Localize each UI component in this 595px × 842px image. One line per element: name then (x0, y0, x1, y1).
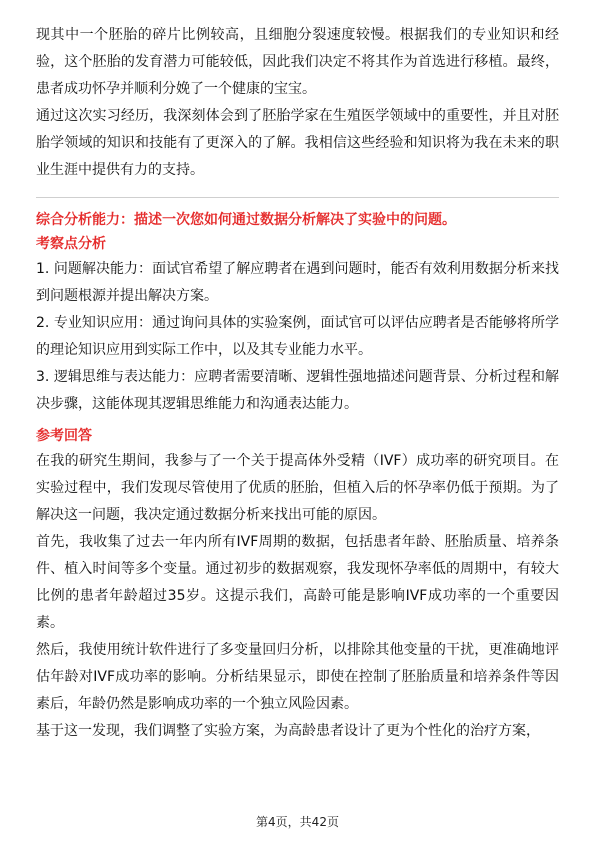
question-title: 综合分析能力：描述一次您如何通过数据分析解决了实验中的问题。 (36, 212, 456, 228)
answer-paragraph: 首先，我收集了过去一年内所有IVF周期的数据，包括患者年龄、胚胎质量、培养条件、植入时间等多个变量。通过初步的数据观察，我发现怀孕率低的周期中，有较大比例的患者年龄超过35岁。这提示我们，高龄可能是影响IVF成功率的一个重要因素。 (36, 534, 559, 631)
answer-paragraph: 然后，我使用统计软件进行了多变量回归分析，以排除其他变量的干扰，更准确地评估年龄对IVF成功率的影响。分析结果显示，即使在控制了胚胎质量和培养条件等因素后，年龄仍然是影响成功率的一个独立风险因素。 (36, 642, 559, 712)
analysis-item: 2. 专业知识应用：通过询问具体的实验案例，面试官可以评估应聘者是否能够将所学的理论知识应用到实际工作中，以及其专业能力水平。 (36, 315, 559, 358)
analysis-heading: 考察点分析 (36, 236, 106, 252)
analysis-item: 1. 问题解决能力：面试官希望了解应聘者在遇到问题时，能否有效利用数据分析来找到问题根源并提出解决方案。 (36, 261, 559, 304)
page-content (36, 22, 559, 745)
answer-paragraph: 基于这一发现，我们调整了实验方案，为高龄患者设计了更为个性化的治疗方案， (36, 723, 540, 739)
intro-paragraph: 通过这次实习经历，我深刻体会到了胚胎学家在生殖医学领域中的重要性，并且对胚胎学领域的知识和技能有了更深入的了解。我相信这些经验和知识将为我在未来的职业生涯中提供有力的支持。 (36, 108, 559, 178)
section-divider (36, 197, 559, 198)
page-number: 第4页，共42页 (256, 815, 339, 829)
analysis-item: 3. 逻辑思维与表达能力：应聘者需要清晰、逻辑性强地描述问题背景、分析过程和解决步骤，这能体现其逻辑思维能力和沟通表达能力。 (36, 369, 559, 412)
intro-paragraph: 现其中一个胚胎的碎片比例较高，且细胞分裂速度较慢。根据我们的专业知识和经验，这个胚胎的发育潜力可能较低，因此我们决定不将其作为首选进行移植。最终，患者成功怀孕并顺利分娩了一个健康的宝宝。 (36, 27, 559, 97)
answer-paragraph: 在我的研究生期间，我参与了一个关于提高体外受精（IVF）成功率的研究项目。在实验过程中，我们发现尽管使用了优质的胚胎，但植入后的怀孕率仍低于预期。为了解决这一问题，我决定通过数据分析来找出可能的原因。 (36, 453, 559, 523)
answer-heading: 参考回答 (36, 428, 92, 444)
